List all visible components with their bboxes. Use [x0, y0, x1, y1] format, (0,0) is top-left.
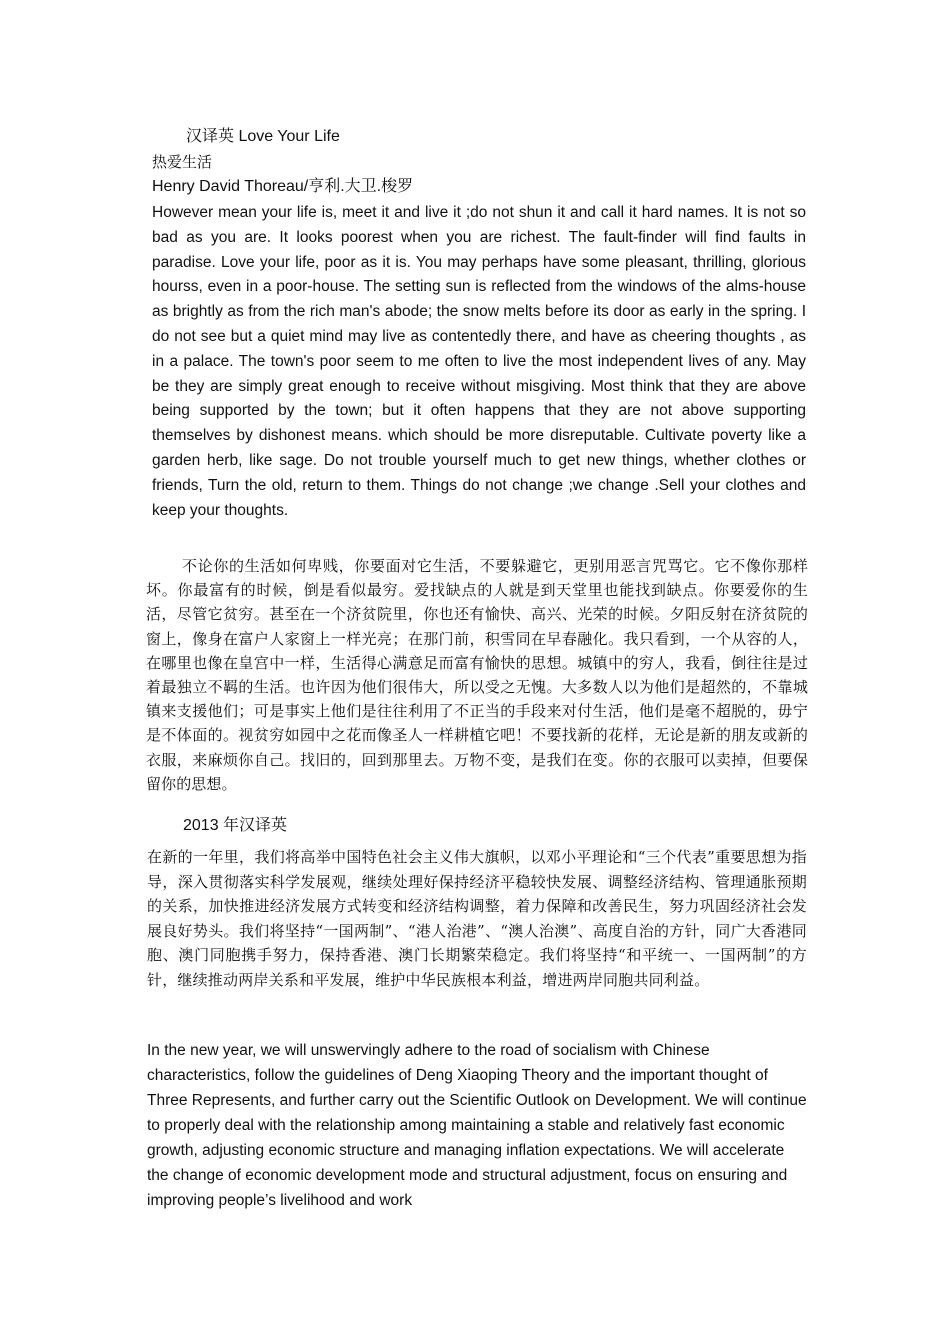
government-chinese-paragraph: 在新的一年里，我们将高举中国特色社会主义伟大旗帜，以邓小平理论和“三个代表”重要思想为指导，深入贯彻落实科学发展观，继续处理好保持经济平稳较快发展、调整经济结构、管理通胀预期的关系，加快推进经济发展方式转变和经济结构调整，着力保障和改善民生，努力巩固经济社会发展良好势头。我们将坚持“一国两制”、“港人治港”、“澳人治澳”、高度自治的方针，同广大香港同胞、澳门同胞携手努力，保持香港、澳门长期繁荣稳定。我们将坚持“和平统一、一国两制”的方针，继续推动两岸关系和平发展，维护中华民族根本利益，增进两岸同胞共同利益。	[147, 848, 807, 989]
section-heading-love-your-life: 汉译英 Love Your Life	[186, 128, 340, 145]
author-line: Henry David Thoreau/亨利.大卫.梭罗	[152, 178, 414, 195]
section-heading-2013: 2013 年汉译英	[183, 817, 288, 834]
title-chinese: 热爱生活	[152, 153, 213, 171]
thoreau-chinese-paragraph: 不论你的生活如何卑贱，你要面对它生活，不要躲避它，更别用恶言咒骂它。它不像你那样坏。你最富有的时候，倒是看似最穷。爱找缺点的人就是到天堂里也能找到缺点。你要爱你的生活，尽管它贫穷。甚至在一个济贫院里，你也还有愉快、高兴、光荣的时候。夕阳反射在济贫院的窗上，像身在富户人家窗上一样光亮；在那门前，积雪同在早春融化。我只看到，一个从容的人，在哪里也像在皇宫中一样，生活得心满意足而富有愉快的思想。城镇中的穷人，我看，倒往往是过着最独立不羁的生活。也许因为他们很伟大，所以受之无愧。大多数人以为他们是超然的，不靠城镇来支援他们；可是事实上他们是往往利用了不正当的手段来对付生活，他们是毫不超脱的，毋宁是不体面的。视贫穷如园中之花而像圣人一样耕植它吧！不要找新的花样，无论是新的朋友或新的衣服，来麻烦你自己。找旧的，回到那里去。万物不变，是我们在变。你的衣服可以卖掉，但要保留你的思想。	[146, 557, 808, 793]
government-english-paragraph: In the new year, we will unswervingly adhere to the road of socialism with Chinese characteristics, follow the guidelines of Deng Xiaoping Theory and the important thought of Three Represents, and further carry out the Scientific Outlook on Development. We will continue to properly deal with the relationship among maintaining a stable and relatively fast economic growth, adjusting economic structure and managing inflation expectations. We will accelerate the change of economic development mode and structural adjustment, focus on ensuring and improving people’s livelihood and work	[147, 1042, 807, 1209]
thoreau-english-paragraph: However mean your life is, meet it and live it ;do not shun it and call it hard names. It is not so bad as you are. It looks poorest when you are richest. The fault-finder will find faults in paradise. Love your life, poor as it is. You may perhaps have some pleasant, thrilling, glorious hourss, even in a poor-house. The setting sun is reflected from the windows of the alms-house as brightly as from the rich man's abode; the snow melts before its door as early in the spring. I do not see but a quiet mind may live as contentedly there, and have as cheering thoughts , as in a palace. The town's poor seem to me often to live the most independent lives of any. May be they are simply great enough to receive without misgiving. Most think that they are above being supported by the town; but it often happens that they are not above supporting themselves by dishonest means. which should be more disreputable. Cultivate poverty like a garden herb, like sage. Do not trouble yourself much to get new things, whether clothes or friends, Turn the old, return to them. Things do not change ;we change .Sell your clothes and keep your thoughts.	[152, 204, 806, 519]
